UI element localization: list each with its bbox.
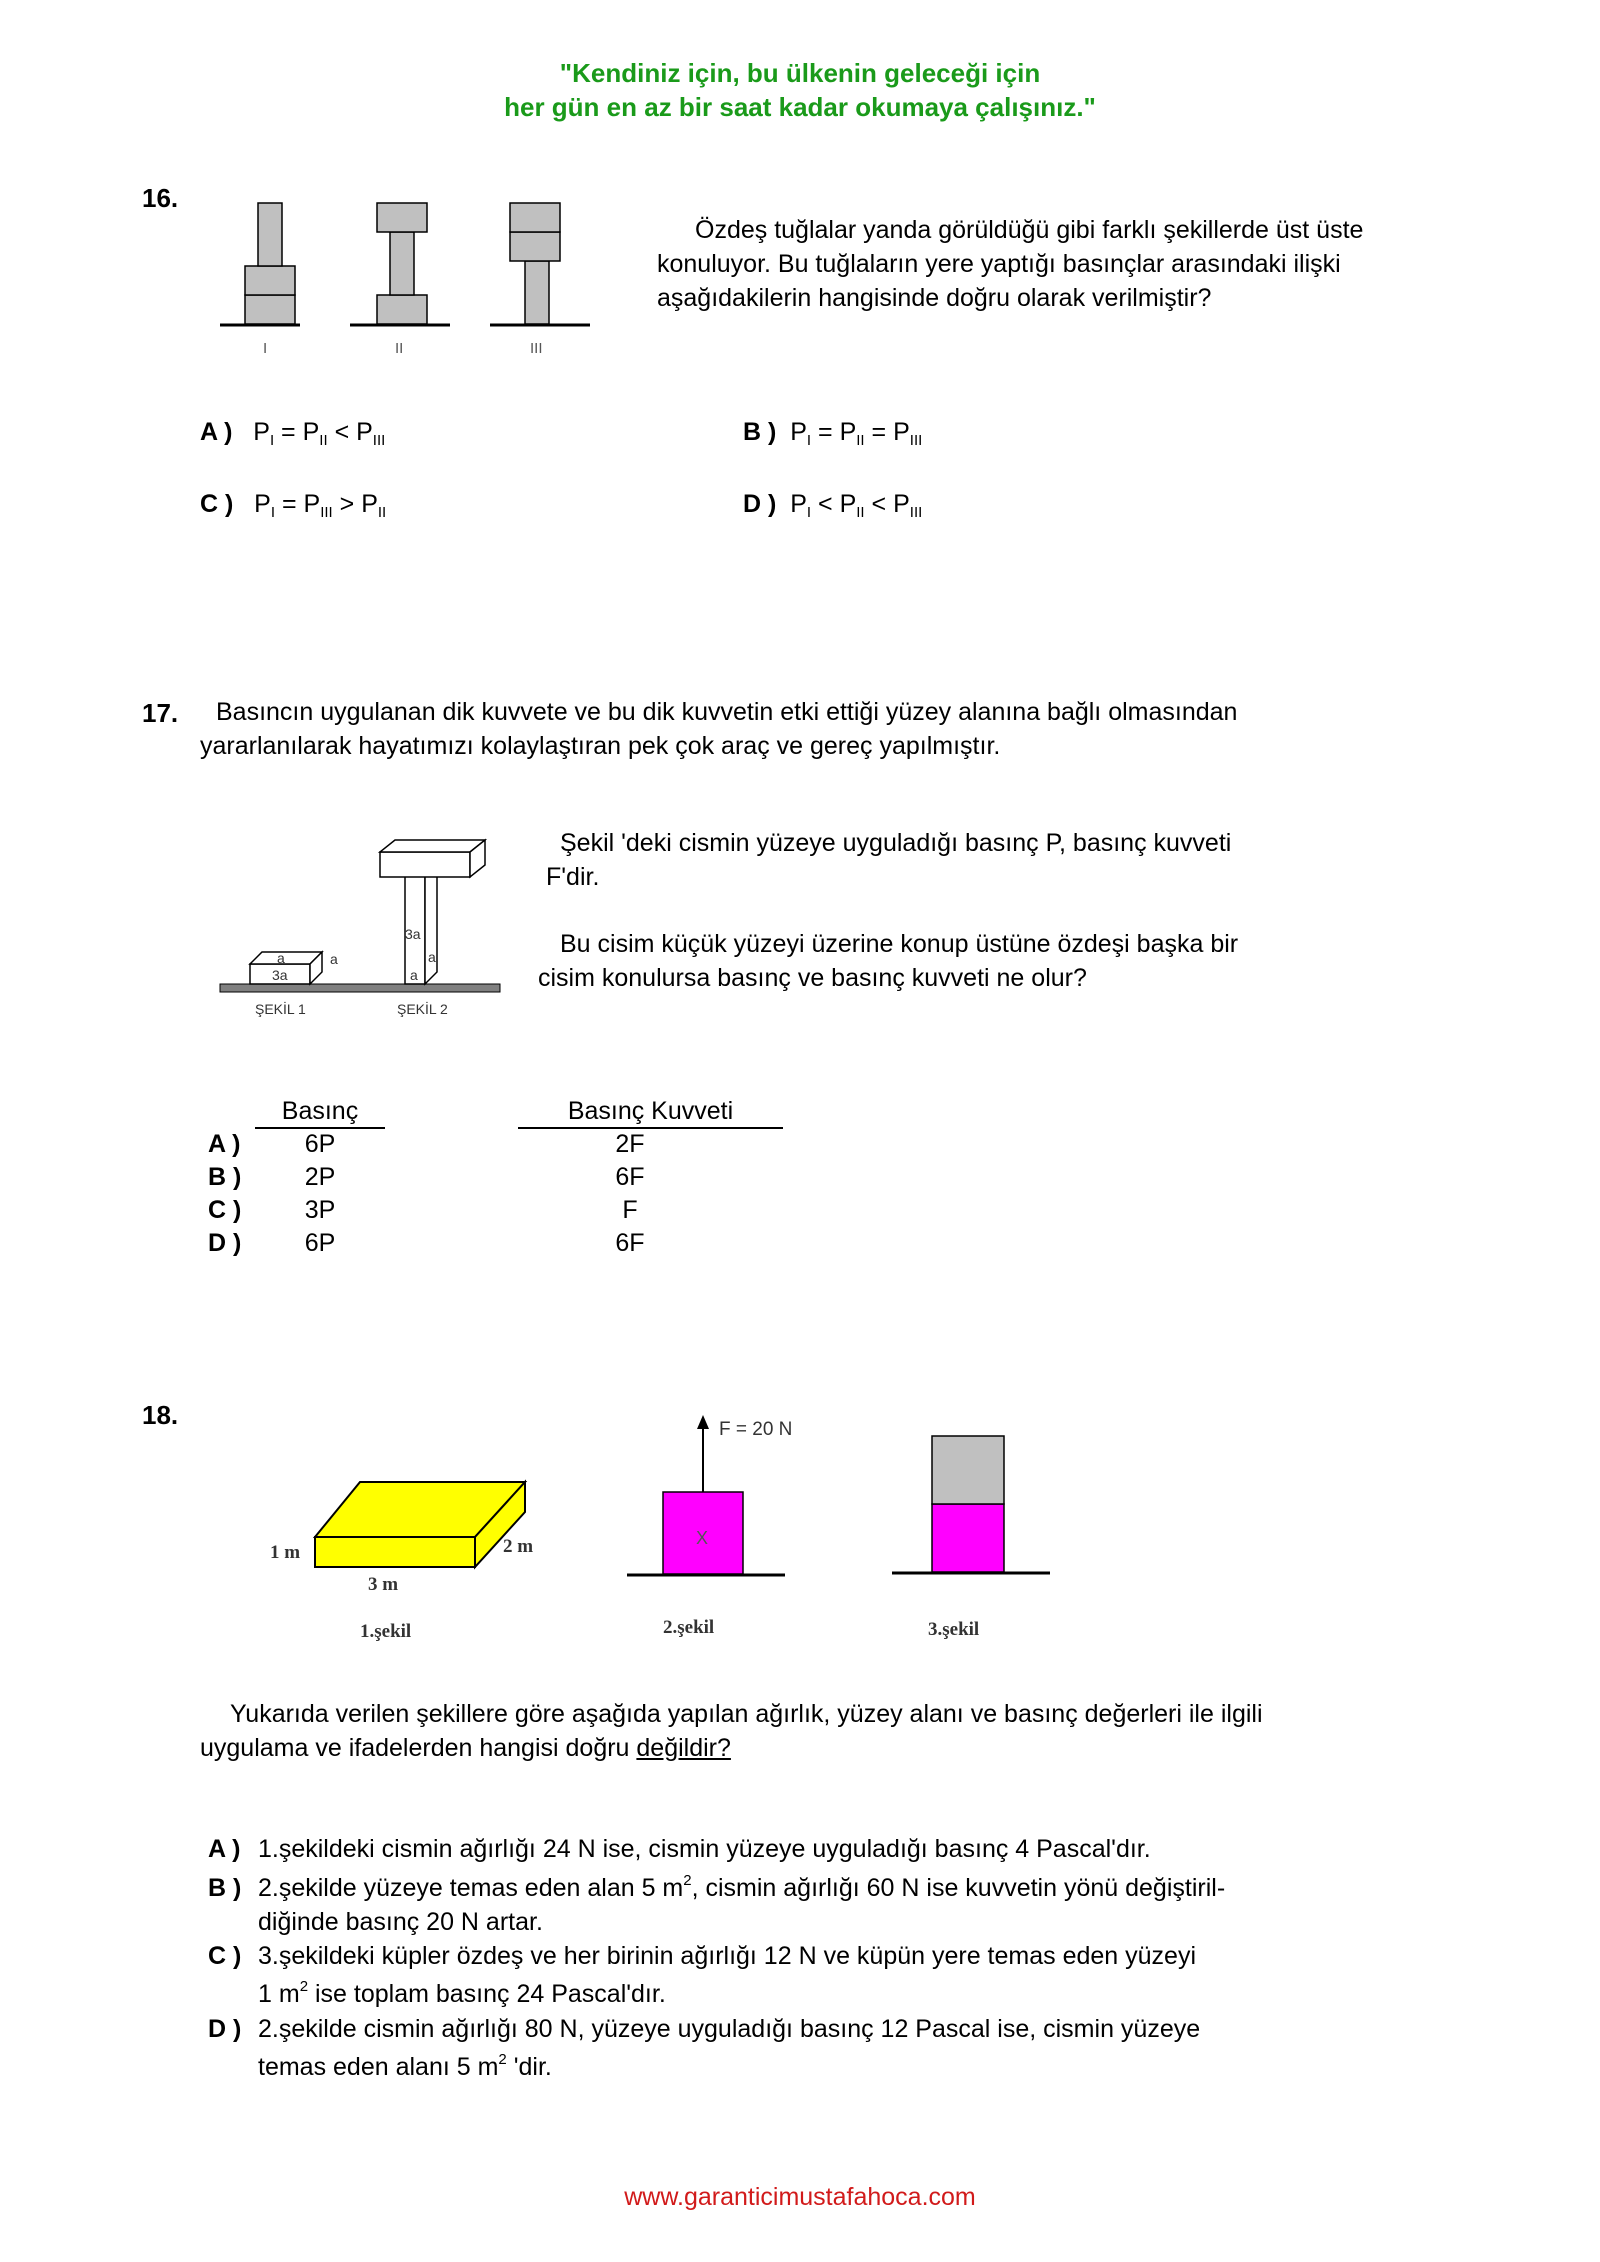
q18-stem-line2 xyxy=(200,1734,731,1763)
subscript: II xyxy=(856,504,865,521)
table-cell: 6P xyxy=(304,1229,336,1257)
option-text: P xyxy=(790,490,807,518)
q17-option-a-label[interactable]: A ) xyxy=(208,1130,241,1158)
option-text: P xyxy=(253,418,270,446)
table-cell: F xyxy=(622,1196,638,1224)
table-cell: 6F xyxy=(615,1229,645,1257)
footer-website-link[interactable]: www.garanticimustafahoca.com xyxy=(624,2183,976,2211)
q17-label-a4: a xyxy=(428,949,436,965)
option-text: = P xyxy=(275,490,321,518)
q18-option-b-line2: diğinde basınç 20 N artar. xyxy=(258,1908,543,1936)
option-text: 2.şekilde yüzeye temas eden alan 5 m xyxy=(258,1874,684,1902)
q18-figures xyxy=(260,1415,1060,1655)
option-label: D ) xyxy=(743,490,777,518)
q16-fig-label-1: I xyxy=(263,340,268,357)
subscript: II xyxy=(319,432,328,449)
question-17-number: 17. xyxy=(142,698,179,728)
q17-text2-line2: cisim konulursa basınç ve basınç kuvveti ne olur? xyxy=(538,964,1087,992)
option-text: = P xyxy=(274,418,320,446)
option-text: P xyxy=(254,490,271,518)
q18-option-d-line2 xyxy=(258,2053,552,2082)
q17-label-3a-1: 3a xyxy=(272,967,288,983)
q17-pressure-column xyxy=(255,1128,385,1260)
q18-option-b-label[interactable]: B ) xyxy=(208,1874,242,1902)
q18-option-d-label[interactable]: D ) xyxy=(208,2015,242,2043)
q17-force-column xyxy=(580,1128,680,1260)
option-text: < P xyxy=(327,418,373,446)
q17-label-a2: a xyxy=(330,951,338,967)
q17-text1-line1: Şekil 'deki cismin yüzeye uyguladığı basınç P, basınç kuvveti xyxy=(560,829,1232,857)
q18-sekil1-caption: 1.şekil xyxy=(360,1621,412,1642)
table-cell: 2F xyxy=(615,1130,645,1158)
q18-x-label: X xyxy=(696,1528,709,1548)
option-label: A ) xyxy=(200,418,233,446)
table-cell: 6P xyxy=(304,1130,336,1158)
q18-option-c-label[interactable]: C ) xyxy=(208,1942,242,1970)
q17-intro-line1: Basıncın uygulanan dik kuvvete ve bu dik kuvvetin etki ettiği yüzey alanına bağlı olmasından xyxy=(216,698,1238,726)
q18-option-a-text: 1.şekildeki cismin ağırlığı 24 N ise, cismin yüzeye uyguladığı basınç 4 Pascal'dır. xyxy=(258,1835,1151,1863)
q16-figure-2 xyxy=(350,203,450,325)
q18-option-b-line1 xyxy=(258,1874,1225,1903)
option-text: 1 m xyxy=(258,1980,300,2008)
option-text: ise toplam basınç 24 Pascal'dır. xyxy=(308,1980,666,2008)
q17-label-a1: a xyxy=(277,950,285,966)
table-cell: 2P xyxy=(304,1163,336,1191)
q17-option-d-label[interactable]: D ) xyxy=(208,1229,242,1257)
option-text: temas eden alanı 5 m xyxy=(258,2053,499,2081)
q17-col-basinc-header: Basınç xyxy=(255,1095,385,1129)
header-quote-line2: her gün en az bir saat kadar okumaya çalışınız." xyxy=(504,92,1096,122)
q18-force-label: F = 20 N xyxy=(719,1419,793,1440)
option-text: < P xyxy=(864,490,910,518)
subscript: III xyxy=(909,432,923,449)
q18-yellow-box xyxy=(315,1482,525,1567)
q18-sekil3-caption: 3.şekil xyxy=(928,1619,980,1640)
q18-option-a-label[interactable]: A ) xyxy=(208,1835,241,1863)
option-label: B ) xyxy=(743,418,777,446)
q18-label-1m: 1 m xyxy=(270,1542,301,1563)
q16-brick-figure xyxy=(210,195,610,365)
q17-sekil1-caption: ŞEKİL 1 xyxy=(255,1001,306,1017)
q18-option-d-line1: 2.şekilde cismin ağırlığı 80 N, yüzeye uyguladığı basınç 12 Pascal ise, cismin yüzeye xyxy=(258,2015,1201,2043)
q16-option-d[interactable] xyxy=(743,490,922,519)
question-18-number: 18. xyxy=(142,1400,179,1430)
q16-fig-label-2: II xyxy=(395,340,404,357)
subscript: II xyxy=(856,432,865,449)
q18-label-3m: 3 m xyxy=(368,1574,399,1595)
subscript: I xyxy=(270,504,276,521)
subscript: III xyxy=(372,432,386,449)
option-text: P xyxy=(790,418,807,446)
q16-fig-label-3: III xyxy=(530,340,543,357)
table-cell: 6F xyxy=(615,1163,645,1191)
subscript: III xyxy=(320,504,333,521)
superscript: 2 xyxy=(299,1978,309,1995)
q16-option-a[interactable] xyxy=(200,418,385,447)
q17-label-3a-2: 3a xyxy=(405,926,421,942)
q17-text2-line1: Bu cisim küçük yüzeyi üzerine konup üstüne özdeşi başka bir xyxy=(560,930,1239,958)
header-quote-line1: "Kendiniz için, bu ülkenin geleceği için xyxy=(559,58,1041,88)
subscript: I xyxy=(806,504,812,521)
q17-block-figure xyxy=(215,832,505,1022)
option-text: = P xyxy=(864,418,910,446)
subscript: I xyxy=(806,432,812,449)
option-text: < P xyxy=(811,490,857,518)
option-text: = P xyxy=(811,418,857,446)
q17-option-c-label[interactable]: C ) xyxy=(208,1196,242,1224)
q18-option-c-line1: 3.şekildeki küpler özdeş ve her birinin ağırlığı 12 N ve küpün yere temas eden yüzeyi xyxy=(258,1942,1197,1970)
q17-text1-line2: F'dir. xyxy=(546,863,600,891)
option-text: , cismin ağırlığı 60 N ise kuvvetin yönü değiştiril- xyxy=(691,1874,1226,1902)
q16-figure-1 xyxy=(220,203,300,325)
q16-figure-3 xyxy=(490,203,590,325)
option-text: > P xyxy=(332,490,378,518)
q17-option-b-label[interactable]: B ) xyxy=(208,1163,242,1191)
q17-sekil2-caption: ŞEKİL 2 xyxy=(397,1001,448,1017)
q18-stem-line1: Yukarıda verilen şekillere göre aşağıda yapılan ağırlık, yüzey alanı ve basınç değerleri ile ilgili xyxy=(230,1700,1263,1728)
q18-option-c-line2 xyxy=(258,1980,666,2009)
q17-intro-line2: yararlanılarak hayatımızı kolaylaştıran pek çok araç ve gereç yapılmıştır. xyxy=(200,732,1001,760)
subscript: II xyxy=(377,504,387,521)
subscript: III xyxy=(909,504,923,521)
table-cell: 3P xyxy=(304,1196,336,1224)
subscript: I xyxy=(269,432,275,449)
q17-option-labels xyxy=(208,1128,241,1260)
option-text: 'dir. xyxy=(506,2053,552,2081)
q18-sekil2-caption: 2.şekil xyxy=(663,1617,715,1638)
stem-underlined: değildir? xyxy=(636,1734,731,1762)
q17-label-a3: a xyxy=(410,967,418,983)
stem-text: uygulama ve ifadelerden hangisi doğru xyxy=(200,1734,637,1762)
q16-option-b[interactable] xyxy=(743,418,922,447)
q18-stacked-cubes xyxy=(892,1436,1050,1573)
q16-option-c[interactable] xyxy=(200,490,386,519)
option-label: C ) xyxy=(200,490,234,518)
question-16-number: 16. xyxy=(142,183,179,213)
superscript: 2 xyxy=(498,2051,507,2068)
superscript: 2 xyxy=(683,1872,692,1889)
q16-question-text: Özdeş tuğlalar yanda görüldüğü gibi farklı şekillerde üst üste konuluyor. Bu tuğlaların yere yaptığı basınçlar arasındaki ilişki aşağıdakilerin hangisinde doğru olarak verilmiştir? xyxy=(657,216,1364,312)
q17-col-kuvvet-header: Basınç Kuvveti xyxy=(518,1095,783,1129)
q18-label-2m: 2 m xyxy=(503,1536,534,1557)
